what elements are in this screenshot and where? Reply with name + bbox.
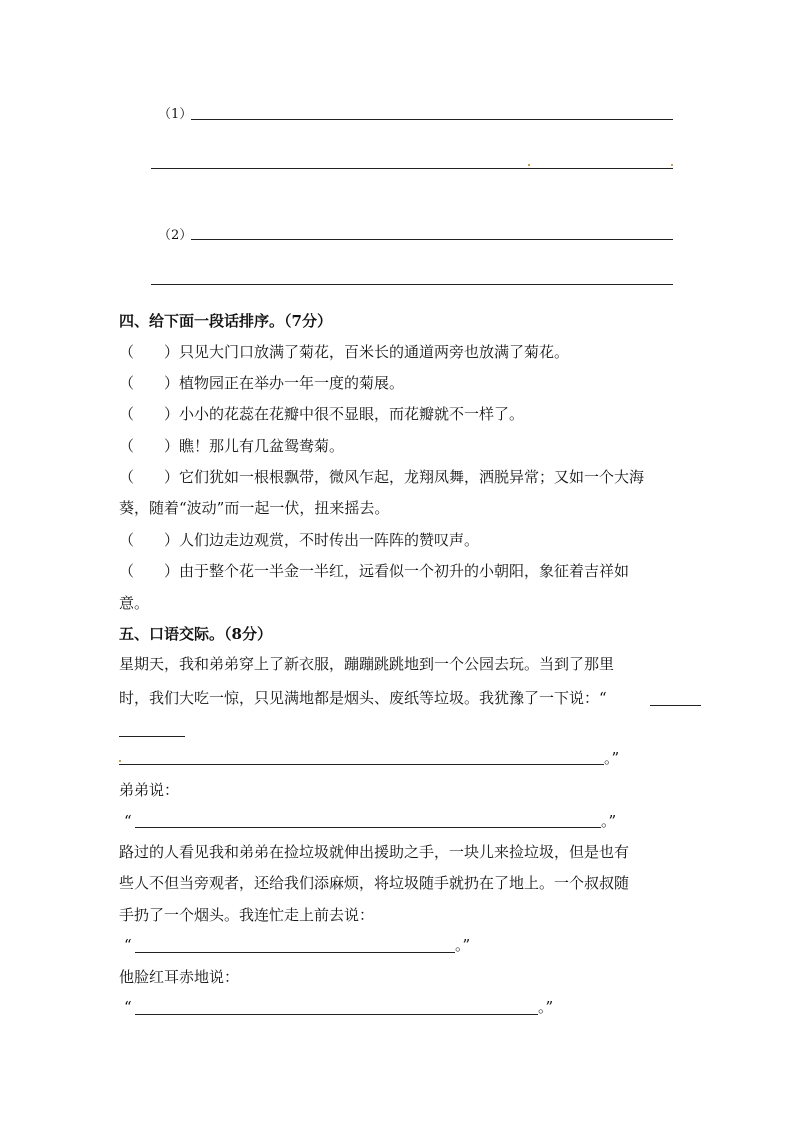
answer-line-q1-end[interactable] xyxy=(119,764,604,765)
quote-close: 。” xyxy=(601,812,617,830)
section5-heading: 五、口语交际。（8分） xyxy=(119,625,272,643)
answer-paren[interactable]: （ ） xyxy=(119,468,180,486)
ink-dot xyxy=(671,164,673,166)
ordering-item xyxy=(119,404,524,424)
story-line: 手扔了一个烟头。我连忙走上前去说： xyxy=(119,906,375,924)
answer-number-2: （2） xyxy=(158,228,193,243)
answer-paren[interactable]: （ ） xyxy=(119,531,180,549)
ordering-item-text: 人们边走边观赏，不时传出一阵阵的赞叹声。 xyxy=(179,531,480,549)
answer-line-q2[interactable] xyxy=(135,827,601,828)
ordering-item-text: 它们犹如一根根飘带，微风乍起，龙翔凤舞，洒脱异常；又如一个大海 xyxy=(179,468,645,486)
answer-line-2b[interactable] xyxy=(151,284,673,285)
ordering-item-text: 瞧！那儿有几盆鸳鸯菊。 xyxy=(179,437,345,455)
story-line: 些人不但当旁观者，还给我们添麻烦，将垃圾随手就扔在了地上。一个叔叔随 xyxy=(119,874,630,892)
section4-heading: 四、给下面一段话排序。（7分） xyxy=(119,312,332,330)
speaker-label: 他脸红耳赤地说： xyxy=(119,968,240,986)
ordering-item-text: 小小的花蕊在花瓣中很不显眼，而花瓣就不一样了。 xyxy=(179,405,525,423)
answer-line-1b[interactable] xyxy=(151,168,673,169)
answer-paren[interactable]: （ ） xyxy=(119,562,180,580)
ordering-item-text: 由于整个花一半金一半红，远看似一个初升的小朝阳，象征着吉祥如 xyxy=(179,562,630,580)
ordering-item-text: 只见大门口放满了菊花，百米长的通道两旁也放满了菊花。 xyxy=(179,343,570,361)
answer-paren[interactable]: （ ） xyxy=(119,343,180,361)
ordering-item xyxy=(119,436,344,456)
quote-close: 。” xyxy=(604,749,620,767)
ordering-item xyxy=(119,467,644,487)
answer-paren[interactable]: （ ） xyxy=(119,374,180,392)
story-line: 星期天，我和弟弟穿上了新衣服，蹦蹦跳跳地到一个公园去玩。当到了那里 xyxy=(119,655,615,673)
ink-dot xyxy=(528,164,530,166)
story-line: 路过的人看见我和弟弟在捡垃圾就伸出援助之手，一块儿来捡垃圾，但是也有 xyxy=(119,843,630,861)
answer-line-2a[interactable] xyxy=(191,239,673,240)
story-line: 时，我们大吃一惊，只见满地都是烟头、废纸等垃圾。我犹豫了一下说：“ xyxy=(119,689,607,707)
quote-open: “ xyxy=(124,998,132,1016)
quote-close: 。” xyxy=(455,936,471,954)
ordering-item-text: 植物园正在举办一年一度的菊展。 xyxy=(179,374,405,392)
speaker-label: 弟弟说： xyxy=(119,781,180,799)
answer-paren[interactable]: （ ） xyxy=(119,437,180,455)
ordering-item xyxy=(119,342,569,362)
quote-open: “ xyxy=(124,812,132,830)
ordering-item xyxy=(119,530,479,550)
answer-paren[interactable]: （ ） xyxy=(119,405,180,423)
answer-line-q4[interactable] xyxy=(135,1014,538,1015)
quote-close: 。” xyxy=(538,998,554,1016)
ordering-item-continuation: 意。 xyxy=(119,594,150,612)
quote-open: “ xyxy=(124,936,132,954)
answer-line-q3[interactable] xyxy=(135,952,455,953)
answer-line-1a[interactable] xyxy=(191,119,673,120)
ordering-item xyxy=(119,561,629,581)
answer-line-q1-start[interactable] xyxy=(650,705,701,706)
answer-number-1: （1） xyxy=(158,107,193,122)
ordering-item-continuation: 葵，随着“波动”而一起一伏，扭来摇去。 xyxy=(119,499,390,517)
ink-dot xyxy=(119,760,121,762)
ordering-item xyxy=(119,373,404,393)
answer-line-q1-wrap[interactable] xyxy=(119,736,185,737)
